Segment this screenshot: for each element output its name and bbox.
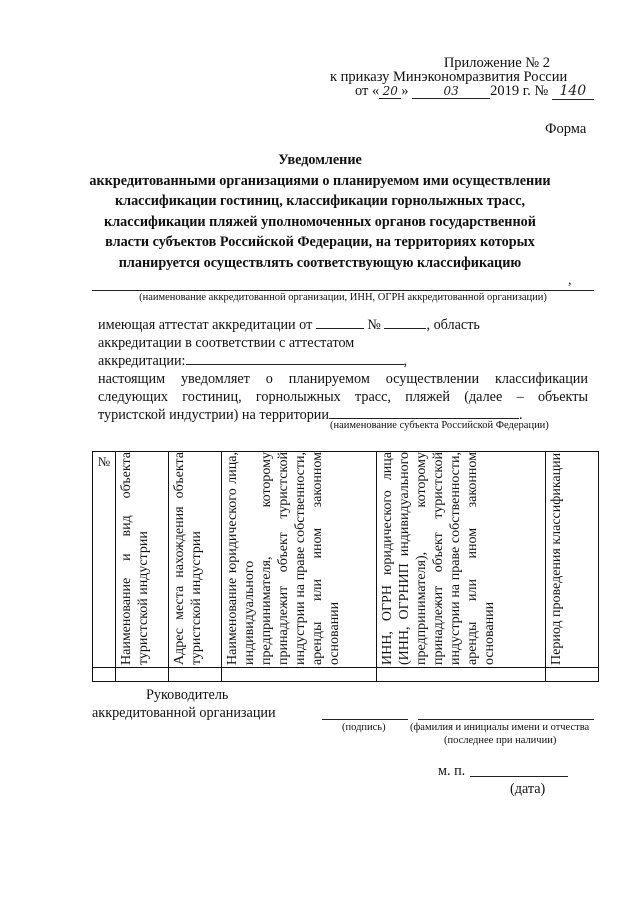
col-owner-name-text: Наименование юридического лица, индивидуального предпринимателя, которому принадлежит объект туристской индустрии на праве собственности, аренды или ином законном основании	[225, 452, 342, 665]
head-label: Руководитель	[146, 687, 229, 703]
table-cell	[546, 668, 599, 682]
objects-table	[92, 451, 599, 682]
appendix-label: Приложение № 2	[443, 55, 550, 71]
territory-label: туристской индустрии) на территории	[98, 407, 329, 423]
col-address	[169, 452, 222, 668]
stamp-label: м. п.	[438, 763, 466, 779]
table-cell	[222, 668, 377, 682]
date-line	[470, 776, 568, 777]
col-object-name	[116, 452, 169, 668]
table-header-row	[93, 452, 599, 668]
col-object-name-text: Наименование и вид объекта туристской индустрии	[119, 452, 151, 665]
date-note: (дата)	[510, 781, 546, 797]
col-period	[546, 452, 599, 668]
order-date-line	[355, 83, 594, 100]
title-line: аккредитованными организациями о планируемом ими осуществлении	[89, 172, 551, 189]
period: .	[518, 407, 523, 423]
order-year: 2019 г. №	[490, 83, 549, 99]
body-line-4: настоящим уведомляет о планируемом осуществлении классификации	[98, 371, 588, 387]
table-cell	[93, 668, 116, 682]
org-name-note: (наименование аккредитованной организации, ИНН, ОГРН аккредитованной организации)	[139, 292, 547, 303]
col-number: №	[93, 452, 116, 668]
form-label: Форма	[545, 121, 587, 137]
title-line: Уведомление	[278, 152, 362, 168]
territory-field	[329, 418, 519, 419]
title-line: классификации пляжей уполномоченных органов государственной	[104, 213, 536, 230]
title-line: планируется осуществлять соответствующую классификацию	[118, 254, 522, 271]
table-cell	[169, 668, 222, 682]
name-note-2: (последнее при наличии)	[444, 735, 557, 746]
col-inn-ogrn	[377, 452, 546, 668]
body-line-5: следующих гостиниц, горнолыжных трасс, пляжей (далее – объекты	[98, 389, 588, 405]
table-row	[93, 668, 599, 682]
accreditation-date-field	[316, 328, 364, 329]
org-label: аккредитованной организации	[92, 705, 276, 721]
col-inn-ogrn-text: ИНН, ОГРН юридического лица (ИНН, ОГРНИП индивидуального предпринимателя), которому принадлежит объект туристской индустрии на праве собственности, аренды или ином законном основании	[380, 452, 497, 665]
date-prefix: от «	[355, 83, 380, 99]
col-address-text: Адрес места нахождения объекта туристской индустрии	[172, 452, 204, 665]
comma: ,	[403, 353, 408, 369]
signature-note: (подпись)	[342, 722, 386, 733]
table-cell	[377, 668, 546, 682]
accreditation-area-field	[186, 364, 404, 365]
order-day: 20	[379, 84, 401, 99]
order-month: 03	[412, 84, 490, 99]
name-line	[418, 719, 594, 720]
title-line: классификации гостиниц, классификации горнолыжных трасс,	[114, 193, 526, 209]
name-note: (фамилия и инициалы имени и отчества	[410, 722, 590, 733]
number-sign: №	[367, 317, 381, 333]
region-note: (наименование субъекта Российской Федерации)	[330, 420, 549, 431]
date-mid: »	[401, 83, 409, 99]
org-comma: ,	[568, 273, 572, 288]
table-cell	[116, 668, 169, 682]
body-line-3	[98, 352, 407, 371]
accreditation-number-field	[384, 328, 426, 329]
body-line-1	[98, 316, 480, 335]
col-period-text: Период проведения классификации	[549, 452, 564, 665]
order-number: 140	[552, 83, 594, 100]
document-title	[60, 150, 580, 273]
accreditation-area-label: аккредитации:	[98, 353, 186, 369]
signature-line	[322, 719, 408, 720]
col-owner-name	[222, 452, 377, 668]
order-label: к приказу Минэкономразвития России	[330, 69, 568, 85]
title-line: власти субъектов Российской Федерации, на территориях которых	[105, 234, 535, 250]
org-name-line	[92, 290, 594, 291]
accreditation-label: имеющая аттестат аккредитации от	[98, 317, 313, 333]
area-label: , область	[426, 317, 480, 333]
body-line-2: аккредитации в соответствии с аттестатом	[98, 335, 355, 351]
